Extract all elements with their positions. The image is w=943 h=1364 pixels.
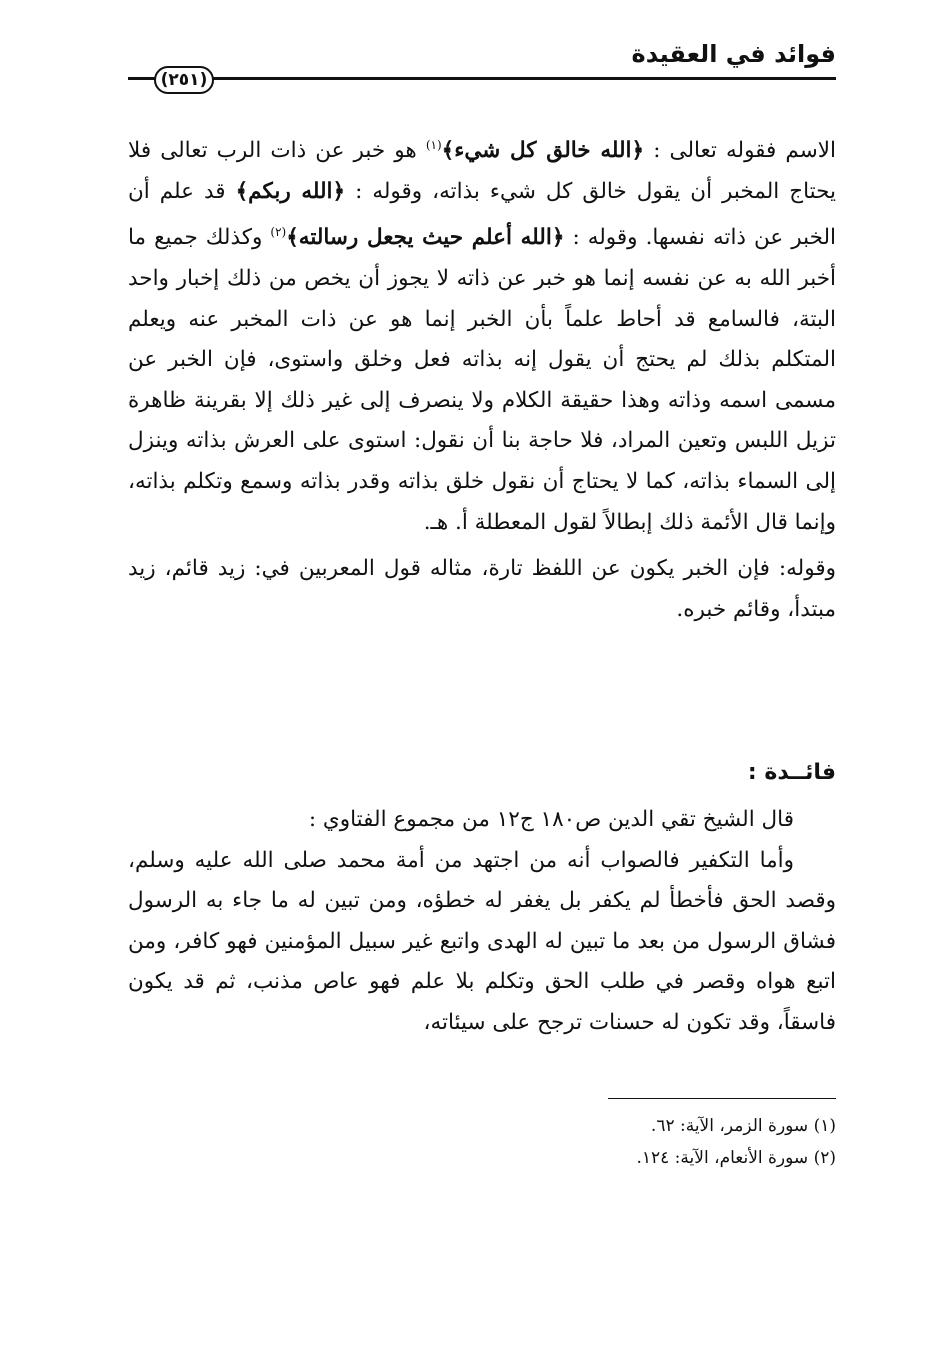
page-header bbox=[128, 40, 836, 98]
footnote-ref: (٢) bbox=[270, 225, 287, 240]
text-run: وكذلك جميع ما أخبر الله به عن نفسه إنما هو خبر عن ذاته لا يجوز أن يخص من ذلك إخبار واحد البتة، فالسامع قد أحاط علماً بأن الخبر إنما هو عن ذات المخبر عنه ويعلم المتكلم بذلك لم يحتج أن يقول إنه بذاته فعل وخلق واستوى، فإن الخبر عن مسمى اسمه وذاته وهذا حقيقة الكلام ولا ينصرف إلى غير ذلك إلا بقرينة ظاهرة تزيل اللبس وتعين المراد، فلا حاجة بنا أن نقول: استوى على العرش بذاته وينزل إلى السماء بذاته، كما لا يحتاج أن نقول خلق بذاته وقدر بذاته وسمع وتكلم بذاته، وإنما قال الأئمة ذلك إبطالاً لقول المعطلة أ. هـ. bbox=[128, 225, 836, 535]
paragraph-3: قال الشيخ تقي الدين ص١٨٠ ج١٢ من مجموع الفتاوي : bbox=[308, 807, 794, 832]
footnote: (٢) سورة الأنعام، الآية: ١٢٤. bbox=[636, 1148, 836, 1168]
main-text-block-2 bbox=[128, 800, 836, 1044]
main-text-block-1 bbox=[128, 125, 836, 630]
page-number: (٢٥١) bbox=[154, 66, 214, 94]
header-rule bbox=[210, 77, 836, 80]
header-rule-short bbox=[128, 77, 156, 80]
paragraph-4: وأما التكفير فالصواب أنه من اجتهد من أمة محمد صلى الله عليه وسلم، وقصد الحق فأخطأ لم يكفر بل يغفر له خطؤه، ومن تبين له ما جاء به الرسول فشاق الرسول من بعد ما تبين له الهدى واتبع غير سبيل المؤمنين فهو كافر، ومن اتبع هواه وقصر في طلب الحق وتكلم بلا علم فهو عاص مذنب، ثم قد يكون فاسقاً، وقد تكون له حسنات ترجح على سيئاته، bbox=[128, 847, 836, 1035]
quran-verse: ﴿الله ربكم﴾ bbox=[235, 178, 346, 204]
text-run: الاسم فقوله تعالى : bbox=[644, 138, 836, 164]
footnote-ref: (١) bbox=[425, 138, 442, 152]
running-title: فوائد في العقيدة bbox=[631, 40, 836, 68]
text-run: هو خبر عن ذات الرب تعالى فلا يحتاج المخبر أن يقول خالق كل شيء بذاته، وقوله : bbox=[128, 138, 836, 204]
footnotes bbox=[336, 1110, 836, 1174]
footnote-separator bbox=[608, 1098, 836, 1099]
text-run: قد علم أن الخبر عن ذاته نفسها. وقوله : bbox=[128, 178, 837, 251]
paragraph-2: وقوله: فإن الخبر يكون عن اللفظ تارة، مثاله قول المعربين في: زيد قائم، زيد مبتدأ، وقائم خبره. bbox=[128, 556, 836, 622]
paragraph-1 bbox=[128, 125, 836, 543]
section-heading: فائــدة : bbox=[747, 760, 836, 785]
quran-verse: ﴿الله خالق كل شيء﴾ bbox=[441, 138, 645, 164]
quran-verse: ﴿الله أعلم حيث يجعل رسالته﴾ bbox=[286, 225, 565, 251]
footnote: (١) سورة الزمر، الآية: ٦٢. bbox=[650, 1116, 836, 1136]
